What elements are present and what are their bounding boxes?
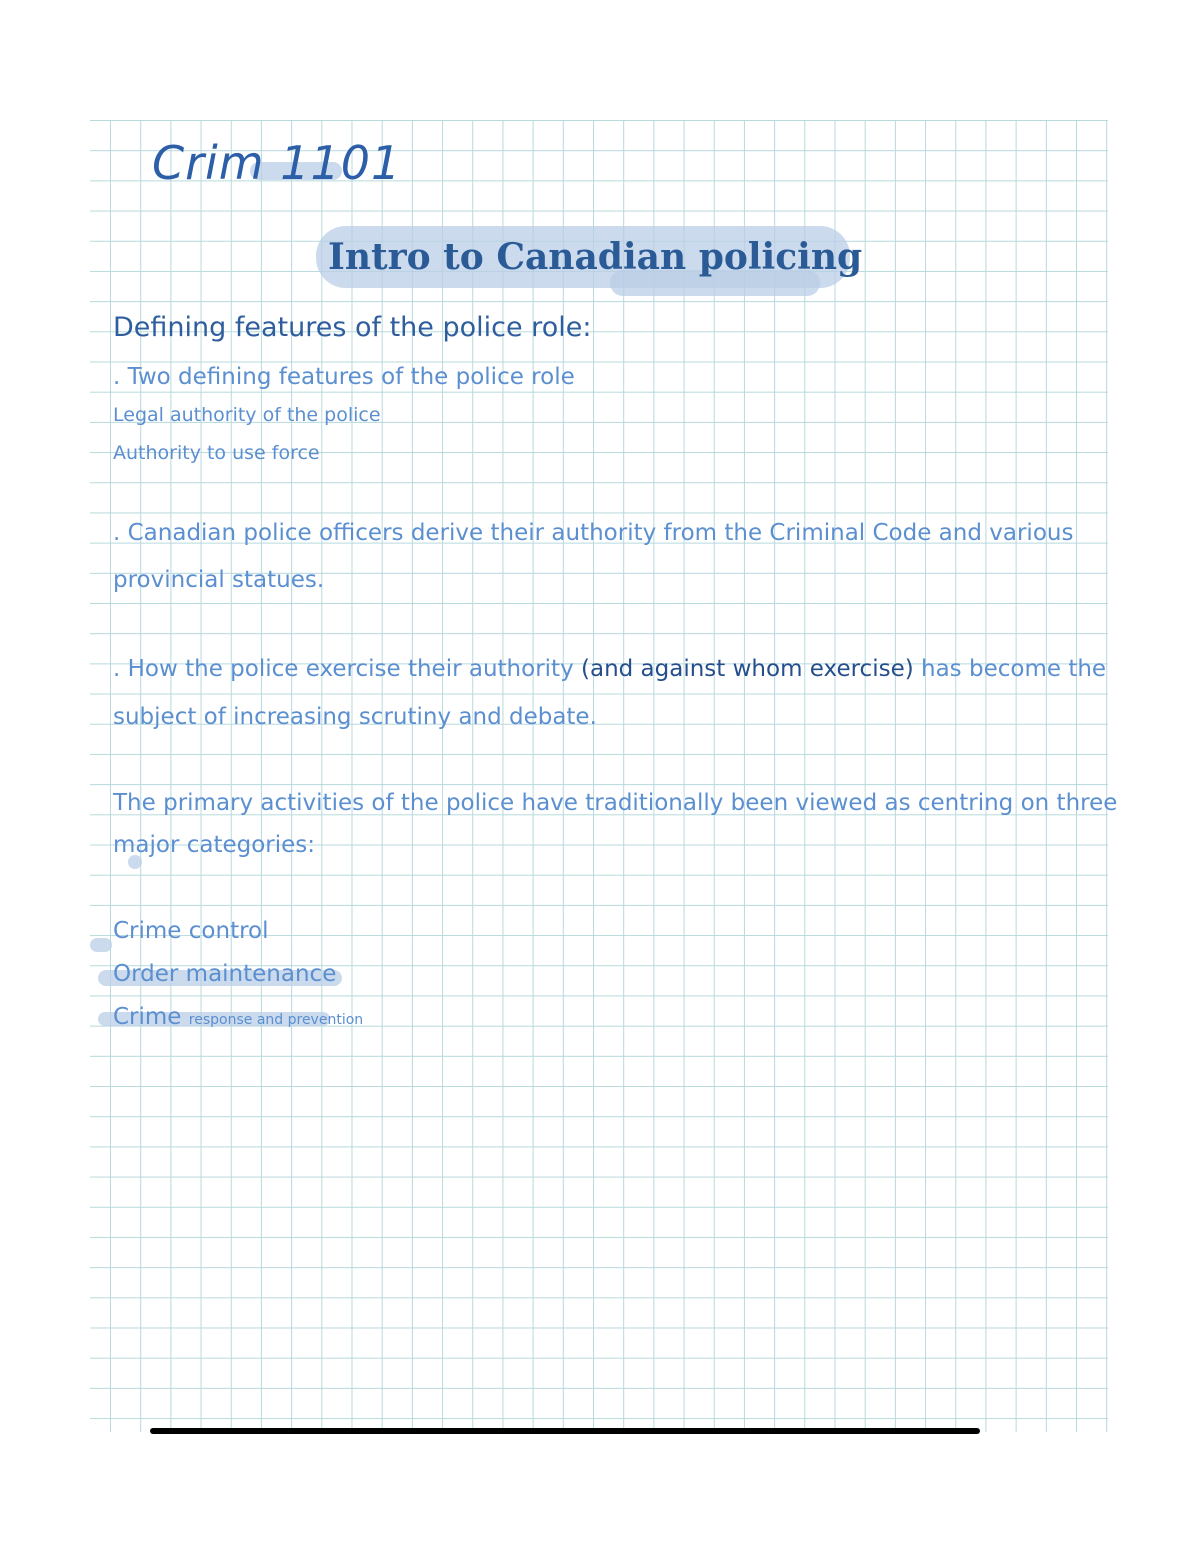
note-line-primary-2: major categories: (113, 832, 316, 858)
note-line-primary-1: The primary activities of the police have traditionally been viewed as centring on three (113, 790, 1118, 816)
note-line-derive-1: . Canadian police officers derive their authority from the Criminal Code and various (113, 520, 1074, 546)
crime-suffix: response and prevention (188, 1012, 364, 1028)
crime-control-dot (90, 938, 112, 952)
category-crime-control: Crime control (113, 918, 269, 944)
course-label: Crim 1101 (152, 136, 402, 190)
page-title: Intro to Canadian policing (328, 236, 863, 278)
note-line-exercise-2: subject of increasing scrutiny and debate. (113, 704, 597, 730)
section-heading: Defining features of the police role: (113, 312, 592, 343)
exercise-text-b: (and against whom exercise) (581, 656, 914, 682)
note-line-two-features: . Two defining features of the police role (113, 364, 575, 390)
home-indicator-bar (150, 1428, 980, 1434)
exercise-text-a: . How the police exercise their authority (113, 656, 581, 682)
note-line-exercise-1 (113, 656, 1106, 682)
note-line-derive-2: provincial statues. (113, 567, 325, 593)
note-line-legal-authority: Legal authority of the police (113, 404, 381, 426)
crime-prefix: Crime (113, 1004, 182, 1030)
category-crime-response (113, 1004, 363, 1030)
note-line-use-force: Authority to use force (113, 442, 320, 464)
category-order-maintenance: Order maintenance (113, 961, 337, 987)
exercise-text-c: has become the (913, 656, 1107, 682)
